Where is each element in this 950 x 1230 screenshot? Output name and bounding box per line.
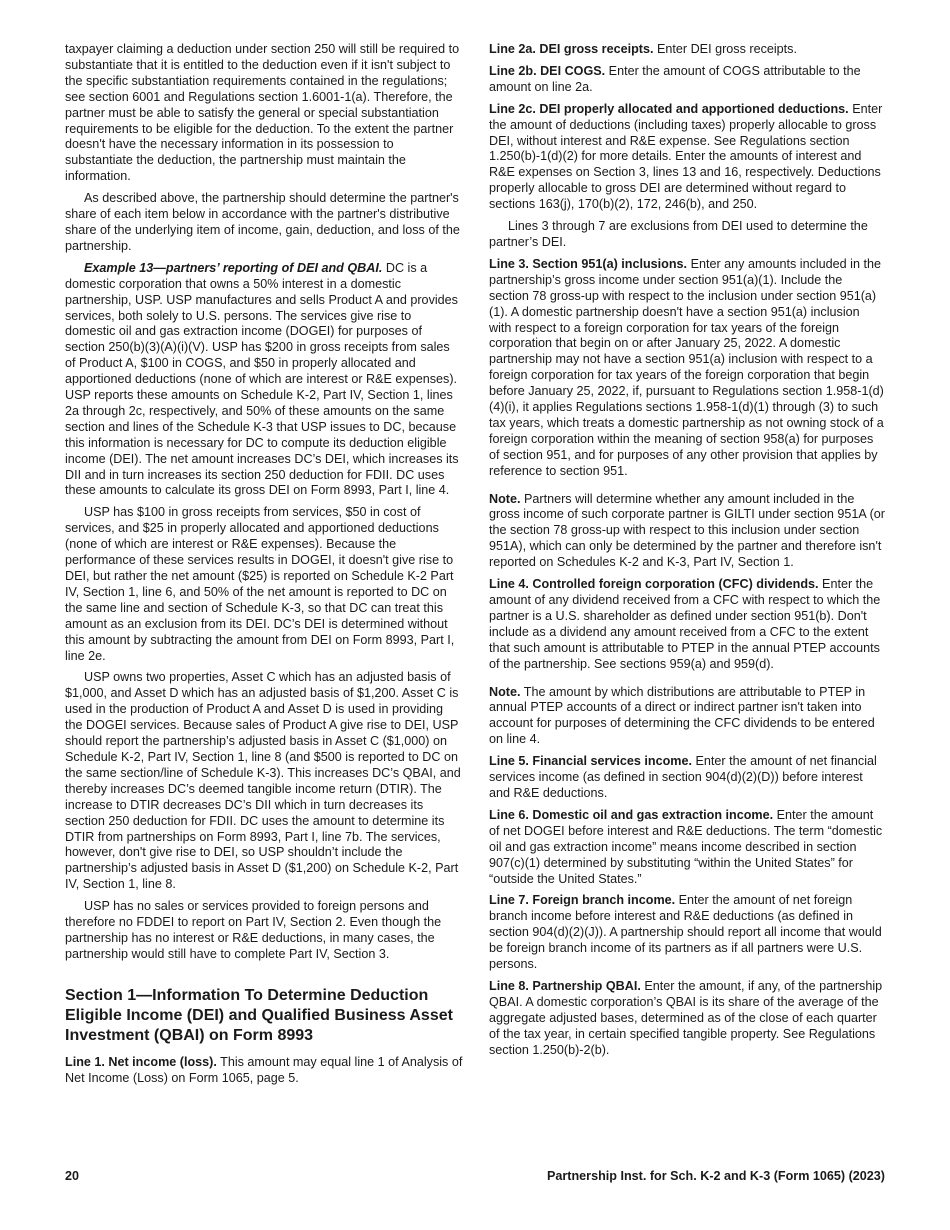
- footer-title: Partnership Inst. for Sch. K-2 and K-3 (Form 1065) (2023): [546, 1169, 885, 1183]
- line-3-paragraph: [489, 257, 885, 480]
- line-5-heading: Line 5. Financial services income.: [489, 754, 692, 769]
- note-body: Partners will determine whether any amount included in the gross income of such corporate partner is GILTI under section 951A (or the section 78 gross-up with respect to this inclusion under section 951A), which can only be determined by the partner and therefore isn't reported on Schedules K-2 and K-3, Part IV, Section 1.: [489, 491, 885, 570]
- example-13-heading: Example 13—partners’ reporting of DEI and QBAI.: [84, 260, 383, 275]
- line-8-body: Enter the amount, if any, of the partnership QBAI. A domestic corporation’s QBAI is its share of the average of the aggregate adjusted bases, determined as of the close of each quarter of the tax year, in certain specified tangible property. See Regulations section 1.250(b)-2(b).: [489, 978, 883, 1057]
- paragraph: USP has no sales or services provided to foreign persons and therefore no FDDEI to report on Part IV, Section 2. Even though the partnership has no interest or R&E deductions, in many cases, the partnership would still have to complete Part IV, Section 3.: [65, 899, 442, 961]
- paragraph: Lines 3 through 7 are exclusions from DEI used to determine the partner’s DEI.: [489, 219, 868, 249]
- line-6-heading: Line 6. Domestic oil and gas extraction income.: [489, 807, 774, 822]
- line-2c-paragraph: [489, 102, 885, 213]
- note-label: Note.: [489, 491, 521, 506]
- line-2a-paragraph: [489, 42, 885, 58]
- note-paragraph: [489, 492, 885, 572]
- line-2a-body: Enter DEI gross receipts.: [656, 42, 797, 56]
- line-8-paragraph: [489, 979, 885, 1059]
- line-4-paragraph: [489, 577, 885, 672]
- note-body: The amount by which distributions are attributable to PTEP in annual PTEP accounts of a direct or indirect partner isn't taken into account for purposes of determining the CFC dividends to be entered on line 4.: [489, 684, 875, 747]
- line-2b-heading: Line 2b. DEI COGS.: [489, 63, 606, 78]
- line-6-body: Enter the amount of net DOGEI before interest and R&E deductions. The term “domestic oil and gas extraction income” means income described in section 907(c)(1) determined by substituting “within the United States” for “outside the United States.”: [489, 807, 883, 886]
- line-1-paragraph: [65, 1055, 463, 1087]
- line-6-paragraph: [489, 808, 885, 888]
- line-1-body: This amount may equal line 1 of Analysis of Net Income (Loss) on Form 1065, page 5.: [65, 1054, 463, 1085]
- note-paragraph: [489, 685, 885, 749]
- line-5-body: Enter the amount of net financial services income (as defined in section 904(d)(2)(D)) before interest and R&E deductions.: [489, 754, 877, 800]
- paragraph: USP has $100 in gross receipts from services, $50 in cost of services, and $25 in properly allocated and apportioned deductions (none of which are interest or R&E expenses). Because the performance of these services results in DOGEI, it doesn't give rise to DEI, but rather the net amount ($25) is reported on Schedule K-2 Part IV, Section 1, line 6, and 50% of the net amount is reported to DC on the same line and section of Schedule K-3, so that DC can treat this amount as an exclusion from its DEI. DC’s DEI is determined without this amount by subtracting the amount from DEI on Form 8993, Part I, line 2e.: [65, 505, 455, 663]
- example-13-paragraph: [65, 261, 463, 500]
- line-7-paragraph: [489, 893, 885, 973]
- line-5-paragraph: [489, 754, 885, 802]
- line-2b-body: Enter the amount of COGS attributable to the amount on line 2a.: [489, 63, 861, 94]
- line-8-heading: Line 8. Partnership QBAI.: [489, 978, 641, 993]
- example-13-body: DC is a domestic corporation that owns a 50% interest in a domestic partnership, USP. USP manufactures and sells Product A and provides services, both solely to U.S. persons. The services give rise to domestic oil and gas extraction income (DOGEI) for purposes of section 250(b)(3)(A)(i)(V). USP has $200 in gross receipts from sales of Product A, $100 in COGS, and $50 in properly allocated and apportioned deductions (none of which are interest or R&E expenses). USP reports these amounts on Schedule K-2, Part IV, Section 1, lines 2a through 2c, respectively, and 50% of these amounts on the same section and lines of the Schedule K-3 that USP issues to DC, because this information is necessary for DC to compute its deduction eligible income (DEI). The net amount increases DC’s DEI, which increases its DII and in turn increases its section 250 deduction for FDII. DC uses these amounts to calculate its gross DEI on Form 8993, Part I, line 4.: [65, 260, 459, 498]
- paragraph: USP owns two properties, Asset C which has an adjusted basis of $1,000, and Asset D which has an adjusted basis of $1,200. Asset C is used in the production of Product A and Asset D is used in providing the DOGEI services. Because sales of Product A give rise to DEI, USP should report the partnership’s adjusted basis in Asset C ($1,000) on Schedule K-2, Part IV, Section 1, line 8 (and $500 is reported to DC on the same section/line of Schedule K-3). This increases DC’s QBAI, and thereby increases DC’s deemed tangible income return (DTIR). The increase to DTIR decreases DC’s DII which in turn decreases its section 250 deduction for FDII. DC uses the amount to determine its DTIR from partnerships on Form 8993, Part I, line 7b. The services, however, don't give rise to DEI, so USP shouldn’t include the partnership’s adjusted basis in Asset D ($1,200) on Schedule K-2, Part IV, Section 1, line 8.: [65, 670, 461, 892]
- line-2a-heading: Line 2a. DEI gross receipts.: [489, 42, 654, 56]
- page-number: 20: [65, 1169, 80, 1183]
- line-3-heading: Line 3. Section 951(a) inclusions.: [489, 256, 688, 271]
- right-column: [489, 42, 885, 1064]
- left-column: [65, 42, 463, 1093]
- line-2c-heading: Line 2c. DEI properly allocated and apportioned deductions.: [489, 101, 849, 116]
- line-4-body: Enter the amount of any dividend received from a CFC with respect to which the partner is a U.S. shareholder as defined under section 951(b). Don't include as a dividend any amount received from a CFC to the extent that such amount is attributable to PTEP in the annual PTEP accounts of the partnership. See sections 959(a) and 959(d).: [489, 577, 881, 671]
- line-7-heading: Line 7. Foreign branch income.: [489, 893, 676, 908]
- line-3-body: Enter any amounts included in the partnership’s gross income under section 951(a)(1). Include the section 78 gross-up with respect to the inclusion under section 951(a)(1). A domestic partnership doesn't have a section 951(a) inclusion with respect to a foreign corporation for tax years of the foreign corporation that begin on or after January 25, 2022. A domestic partnership may not have a section 951(a) inclusion with respect to a foreign corporation for tax years of the foreign corporation that begin before January 25, 2022, if, pursuant to Regulations section 1.958-1(d)(4)(i), it applies Regulations sections 1.958-1(d)(1) through (3) to such tax years, which treats a domestic partnership as not owning stock of a foreign corporation within the meaning of section 958(a) for purposes of section 951, and for purposes of any other provision that applies by reference to section 951.: [489, 256, 884, 478]
- note-label: Note.: [489, 684, 521, 699]
- paragraph: As described above, the partnership should determine the partner's share of each item below in accordance with the partner's distributive share of the underlying item of income, gain, deduction, and loss of the partnership.: [65, 191, 460, 253]
- line-1-heading: Line 1. Net income (loss).: [65, 1054, 217, 1069]
- line-2c-body: Enter the amount of deductions (including taxes) properly allocable to gross DEI, without interest and R&E expense. See Regulations section 1.250(b)-1(d)(2) for more details. Enter the amounts of interest and R&E expenses on Section 3, lines 13 and 16, respectively. Deductions properly allocable to gross DEI are determined without regard to sections 163(j), 170(b)(2), 172, 246(b), and 250.: [489, 101, 883, 212]
- line-4-heading: Line 4. Controlled foreign corporation (CFC) dividends.: [489, 577, 819, 592]
- section-1-heading: Section 1—Information To Determine Deduction Eligible Income (DEI) and Qualified Business Asset Investment (QBAI) on Form 8993: [65, 986, 453, 1044]
- paragraph: taxpayer claiming a deduction under section 250 will still be required to substantiate that it is entitled to the deduction even if it isn't subject to the specific substantiation requirements contained in the regulations; see section 6001 and Regulations section 1.6001-1(a). Therefore, the partner must be able to satisfy the general or special substantiation requirements to be eligible for the deduction. To the extent the partner doesn't have the necessary information in its possession to substantiate the deduction, the partnership must maintain the information.: [65, 42, 460, 184]
- line-7-body: Enter the amount of net foreign branch income before interest and R&E deductions (as defined in section 904(d)(2)(J)). A partnership should report all income that would be foreign branch income of its partners as if all partners were U.S. persons.: [489, 893, 882, 972]
- line-2b-paragraph: [489, 64, 885, 96]
